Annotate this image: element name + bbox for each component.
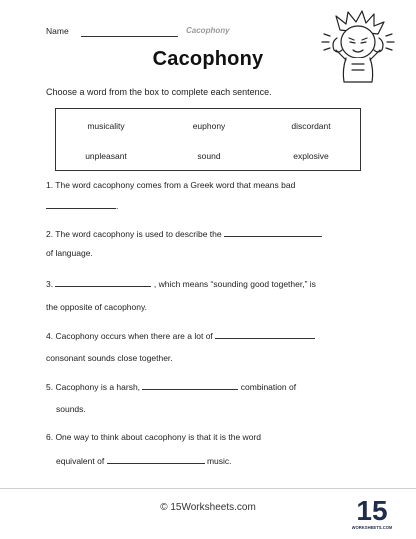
answer-blank-2[interactable] bbox=[224, 227, 322, 237]
footer-divider bbox=[0, 488, 416, 489]
name-field-line[interactable] bbox=[81, 36, 178, 37]
question-6-continued bbox=[56, 454, 232, 468]
answer-blank-6[interactable] bbox=[107, 454, 205, 464]
name-label: Name bbox=[46, 26, 69, 36]
question-5-text: 5. Cacophony is a harsh, bbox=[46, 382, 141, 392]
question-5-text-end: sounds. bbox=[56, 404, 86, 414]
word-bank-item: musicality bbox=[87, 121, 125, 131]
answer-blank-5[interactable] bbox=[142, 380, 238, 390]
question-4 bbox=[46, 329, 315, 343]
question-1 bbox=[46, 179, 295, 192]
question-5-continued bbox=[56, 403, 86, 416]
question-6 bbox=[46, 431, 261, 444]
question-6-text-end: music. bbox=[206, 456, 232, 466]
logo-number: 15 bbox=[356, 495, 388, 526]
question-5-text-mid: combination of bbox=[240, 382, 297, 392]
instructions: Choose a word from the box to complete each sentence. bbox=[46, 87, 272, 97]
question-1-text: 1. The word cacophony comes from a Greek word that means bad bbox=[46, 180, 296, 190]
question-1-period: . bbox=[116, 201, 119, 211]
page-title: Cacophony bbox=[152, 48, 264, 70]
question-4-continued bbox=[46, 352, 173, 365]
word-bank-item: discordant bbox=[291, 121, 331, 131]
question-4-text-end: consonant sounds close together. bbox=[46, 353, 173, 363]
logo-text: WORKSHEETS.COM bbox=[352, 525, 392, 530]
word-bank-item: euphony bbox=[192, 121, 226, 131]
word-bank bbox=[55, 108, 361, 171]
question-5 bbox=[46, 380, 296, 394]
question-2-continued bbox=[46, 247, 93, 260]
question-3-text: , which means “sounding good together,” is bbox=[153, 279, 316, 289]
question-3-continued bbox=[46, 301, 147, 314]
worksheet-topic-tag: Cacophony bbox=[186, 26, 230, 35]
word-bank-item: explosive bbox=[293, 151, 329, 161]
15worksheets-logo bbox=[352, 492, 392, 532]
question-2 bbox=[46, 227, 322, 241]
question-1-answer-row bbox=[46, 199, 118, 213]
question-2-text-end: of language. bbox=[46, 248, 93, 258]
question-3 bbox=[46, 277, 316, 291]
word-bank-item: unpleasant bbox=[85, 151, 127, 161]
question-6-text: 6. One way to think about cacophony is that it is the word bbox=[46, 432, 261, 442]
question-3-number: 3. bbox=[46, 279, 54, 289]
question-6-text-mid: equivalent of bbox=[56, 456, 105, 466]
answer-blank-4[interactable] bbox=[215, 329, 315, 339]
word-bank-item: sound bbox=[197, 151, 221, 161]
question-3-text-end: the opposite of cacophony. bbox=[46, 302, 147, 312]
footer-copyright: © 15Worksheets.com bbox=[160, 502, 256, 513]
question-4-text: 4. Cacophony occurs when there are a lot of bbox=[46, 331, 213, 341]
question-2-text: 2. The word cacophony is used to describe the bbox=[46, 229, 222, 239]
answer-blank-3[interactable] bbox=[55, 277, 151, 287]
answer-blank-1[interactable] bbox=[46, 199, 119, 211]
